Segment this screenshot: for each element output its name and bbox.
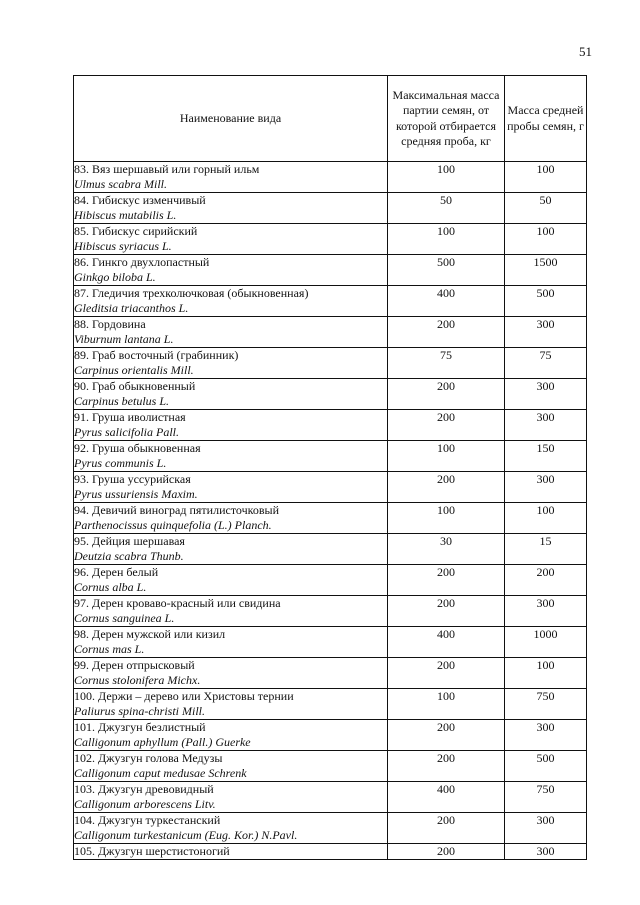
species-name-cell [74,720,388,751]
species-name-russian: 90. Граб обыкновенный [74,379,196,393]
species-name-cell [74,658,388,689]
species-name-cell [74,751,388,782]
max-lot-mass-value: 100 [437,162,455,176]
table-row [74,782,587,813]
max-lot-mass-value: 200 [437,410,455,424]
table-row [74,503,587,534]
species-name-latin: Calligonum turkestanicum (Eug. Kor.) N.Pavl. [74,828,298,842]
sample-mass-value: 1500 [533,255,558,269]
table-row [74,534,587,565]
species-name-russian: 101. Джузгун безлистный [74,720,206,734]
max-lot-mass-cell [388,813,505,844]
max-lot-mass-cell [388,596,505,627]
max-lot-mass-cell [388,193,505,224]
table-row [74,379,587,410]
species-name-russian: 88. Гордовина [74,317,146,331]
max-lot-mass-value: 200 [437,844,455,858]
species-name-latin: Gleditsia triacanthos L. [74,301,189,315]
species-name-cell [74,689,388,720]
table-row [74,813,587,844]
species-name-cell [74,286,388,317]
species-name-cell [74,472,388,503]
sample-mass-cell [505,844,587,860]
species-name-russian: 93. Груша уссурийская [74,472,191,486]
sample-mass-cell [505,782,587,813]
max-lot-mass-cell [388,379,505,410]
species-name-cell [74,534,388,565]
sample-mass-value: 500 [536,286,555,300]
table-body [74,162,587,860]
species-name-latin: Parthenocissus quinquefolia (L.) Planch. [74,518,272,532]
species-name-cell [74,379,388,410]
max-lot-mass-cell [388,658,505,689]
species-name-cell [74,503,388,534]
species-name-russian: 99. Дерен отпрысковый [74,658,195,672]
sample-mass-cell [505,720,587,751]
max-lot-mass-cell [388,441,505,472]
sample-mass-cell [505,503,587,534]
species-name-latin: Carpinus betulus L. [74,394,170,408]
sample-mass-cell [505,379,587,410]
max-lot-mass-value: 200 [437,658,455,672]
max-lot-mass-cell [388,317,505,348]
species-name-russian: 84. Гибискус изменчивый [74,193,206,207]
table-row [74,596,587,627]
species-name-russian: 92. Груша обыкновенная [74,441,201,455]
max-lot-mass-cell [388,286,505,317]
species-name-latin: Viburnum lantana L. [74,332,174,346]
species-name-cell [74,596,388,627]
species-name-latin: Cornus mas L. [74,642,145,656]
table-row [74,193,587,224]
max-lot-mass-cell [388,689,505,720]
species-name-latin: Cornus alba L. [74,580,147,594]
sample-mass-cell [505,317,587,348]
max-lot-mass-cell [388,751,505,782]
max-lot-mass-value: 30 [440,534,452,548]
species-name-cell [74,844,388,860]
sample-mass-value: 200 [536,565,555,579]
max-lot-mass-cell [388,782,505,813]
table-row [74,348,587,379]
species-name-latin: Pyrus communis L. [74,456,167,470]
sample-mass-value: 150 [536,441,555,455]
species-name-cell [74,565,388,596]
species-name-latin: Cornus stolonifera Michx. [74,673,201,687]
species-name-latin: Ulmus scabra Mill. [74,177,167,191]
sample-mass-cell [505,751,587,782]
max-lot-mass-value: 200 [437,379,455,393]
species-name-russian: 98. Дерен мужской или кизил [74,627,226,641]
header-max-lot-mass: Максимальная масса партии семян, от которой отбирается средняя проба, кг [388,76,505,162]
sample-mass-cell [505,534,587,565]
table-header-row [74,76,587,162]
species-name-latin: Deutzia scabra Thunb. [74,549,184,563]
species-name-russian: 86. Гинкго двухлопастный [74,255,210,269]
species-name-latin: Hibiscus syriacus L. [74,239,172,253]
species-name-russian: 102. Джузгун голова Медузы [74,751,223,765]
max-lot-mass-cell [388,844,505,860]
max-lot-mass-value: 500 [437,255,455,269]
species-name-latin: Cornus sanguinea L. [74,611,175,625]
max-lot-mass-cell [388,472,505,503]
max-lot-mass-cell [388,348,505,379]
sample-mass-value: 300 [536,472,555,486]
header-species-name: Наименование вида [74,76,388,162]
sample-mass-cell [505,410,587,441]
sample-mass-value: 100 [536,162,555,176]
header-sample-mass: Масса средней пробы семян, г [505,76,587,162]
species-name-cell [74,255,388,286]
max-lot-mass-value: 400 [437,627,455,641]
sample-mass-cell [505,596,587,627]
max-lot-mass-value: 200 [437,720,455,734]
max-lot-mass-value: 100 [437,441,455,455]
sample-mass-value: 300 [536,317,555,331]
sample-mass-value: 1000 [533,627,558,641]
species-name-latin: Ginkgo biloba L. [74,270,156,284]
max-lot-mass-value: 200 [437,565,455,579]
sample-mass-value: 75 [539,348,552,362]
table-row [74,751,587,782]
species-name-cell [74,782,388,813]
max-lot-mass-cell [388,224,505,255]
table-row [74,162,587,193]
species-name-russian: 91. Груша иволистная [74,410,186,424]
sample-mass-cell [505,472,587,503]
sample-mass-cell [505,813,587,844]
sample-mass-value: 300 [536,813,555,827]
species-name-russian: 103. Джузгун древовидный [74,782,214,796]
sample-mass-value: 100 [536,658,555,672]
max-lot-mass-value: 100 [437,689,455,703]
sample-mass-cell [505,441,587,472]
sample-mass-cell [505,658,587,689]
species-name-latin: Hibiscus mutabilis L. [74,208,177,222]
species-name-russian: 104. Джузгун туркестанский [74,813,221,827]
sample-mass-cell [505,224,587,255]
species-name-russian: 97. Дерен кроваво-красный или свидина [74,596,281,610]
table-row [74,658,587,689]
sample-mass-cell [505,286,587,317]
max-lot-mass-value: 400 [437,286,455,300]
species-name-russian: 87. Гледичия трехколючковая (обыкновенная) [74,286,309,300]
table-row [74,441,587,472]
max-lot-mass-value: 200 [437,751,455,765]
max-lot-mass-value: 100 [437,224,455,238]
table-row [74,472,587,503]
species-name-latin: Carpinus orientalis Mill. [74,363,194,377]
table-row [74,720,587,751]
species-name-latin: Pyrus salicifolia Pall. [74,425,179,439]
species-name-latin: Paliurus spina-christi Mill. [74,704,206,718]
max-lot-mass-cell [388,162,505,193]
sample-mass-value: 300 [536,844,555,858]
sample-mass-value: 750 [536,689,555,703]
sample-mass-value: 50 [539,193,552,207]
sample-mass-cell [505,255,587,286]
max-lot-mass-cell [388,255,505,286]
sample-mass-value: 300 [536,720,555,734]
sample-mass-cell [505,162,587,193]
max-lot-mass-value: 200 [437,596,455,610]
sample-mass-cell [505,689,587,720]
species-name-latin: Calligonum aphyllum (Pall.) Guerke [74,735,251,749]
max-lot-mass-value: 75 [440,348,452,362]
table-row [74,286,587,317]
sample-mass-value: 100 [536,224,555,238]
table-row [74,224,587,255]
species-name-latin: Calligonum arborescens Litv. [74,797,216,811]
max-lot-mass-cell [388,410,505,441]
max-lot-mass-value: 200 [437,317,455,331]
sample-mass-value: 750 [536,782,555,796]
species-name-cell [74,410,388,441]
max-lot-mass-value: 200 [437,813,455,827]
sample-mass-cell [505,627,587,658]
species-name-cell [74,627,388,658]
table-row [74,627,587,658]
species-name-russian: 105. Джузгун шерстистоногий [74,844,230,858]
max-lot-mass-value: 50 [440,193,452,207]
table-row [74,689,587,720]
max-lot-mass-cell [388,565,505,596]
species-name-russian: 85. Гибискус сирийский [74,224,198,238]
species-name-cell [74,441,388,472]
species-name-cell [74,224,388,255]
max-lot-mass-cell [388,503,505,534]
sample-mass-value: 300 [536,379,555,393]
species-name-cell [74,813,388,844]
sample-mass-value: 100 [536,503,555,517]
max-lot-mass-value: 100 [437,503,455,517]
table-row [74,317,587,348]
species-name-latin: Pyrus ussuriensis Maxim. [74,487,198,501]
sample-mass-cell [505,348,587,379]
table-row [74,255,587,286]
sample-mass-cell [505,193,587,224]
table-row [74,410,587,441]
species-name-russian: 89. Граб восточный (грабинник) [74,348,239,362]
species-name-russian: 83. Вяз шершавый или горный ильм [74,162,260,176]
species-name-cell [74,317,388,348]
species-name-cell [74,193,388,224]
table-row [74,565,587,596]
max-lot-mass-value: 400 [437,782,455,796]
page-number: 51 [579,44,592,59]
sample-mass-value: 15 [539,534,552,548]
sample-mass-value: 500 [536,751,555,765]
species-name-cell [74,348,388,379]
max-lot-mass-cell [388,627,505,658]
species-name-cell [74,162,388,193]
species-name-russian: 95. Дейция шершавая [74,534,185,548]
sample-mass-value: 300 [536,596,555,610]
species-name-russian: 96. Дерен белый [74,565,159,579]
max-lot-mass-value: 200 [437,472,455,486]
sample-mass-value: 300 [536,410,555,424]
sample-mass-cell [505,565,587,596]
max-lot-mass-cell [388,534,505,565]
species-name-russian: 94. Девичий виноград пятилисточковый [74,503,280,517]
max-lot-mass-cell [388,720,505,751]
table-row [74,844,587,860]
species-name-latin: Calligonum caput medusae Schrenk [74,766,247,780]
species-name-russian: 100. Держи – дерево или Христовы тернии [74,689,294,703]
species-table [73,75,587,860]
